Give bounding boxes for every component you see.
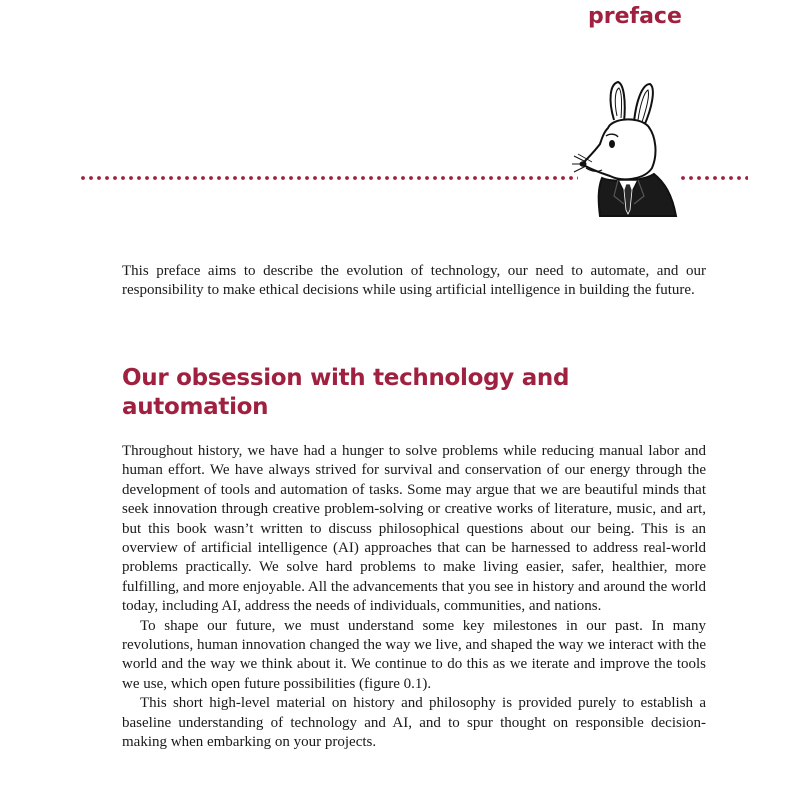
chapter-title: preface — [588, 4, 682, 29]
dotted-divider-left — [80, 175, 578, 181]
section-heading: Our obsession with technology and automation — [122, 365, 570, 420]
body-paragraph: This short high-level material on history and philosophy is provided purely to establish a baseline understanding of technology and AI, and to spur thought on responsible decision-making when embarking on your projects. — [122, 695, 706, 751]
preface-intro-paragraph: This preface aims to describe the evolution of technology, our need to automate, and our responsibility to make ethical decisions while using artificial intelligence in building the future. — [122, 263, 706, 298]
rabbit-mascot-in-suit-icon — [572, 78, 684, 220]
body-paragraph: To shape our future, we must understand some key milestones in our past. In many revolutions, human innovation changed the way we live, and shaped the way we interact with the world and the way we think about it. We continue to do this as we iterate and improve the tools we use, which open future possibilities (figure 0.1). — [122, 617, 706, 692]
dotted-divider-right — [680, 175, 748, 181]
body-paragraph: Throughout history, we have had a hunger to solve problems while reducing manual labor and human effort. We have always strived for survival and conservation of our energy through the development of tools and automation of tasks. Some may argue that we are beautiful minds that seek innovation through creative problem-solving or creative works of literature, music, and art, but this book wasn’t written to discuss philosophical questions about our being. This is an overview of artificial intelligence (AI) approaches that can be harnessed to address real-world problems practically. We solve hard problems to make living easier, safer, healthier, more fulfilling, and more enjoyable. All the advancements that you see in history and around the world today, including AI, address the needs of individuals, communities, and nations. — [122, 443, 706, 615]
section-body — [122, 442, 706, 753]
